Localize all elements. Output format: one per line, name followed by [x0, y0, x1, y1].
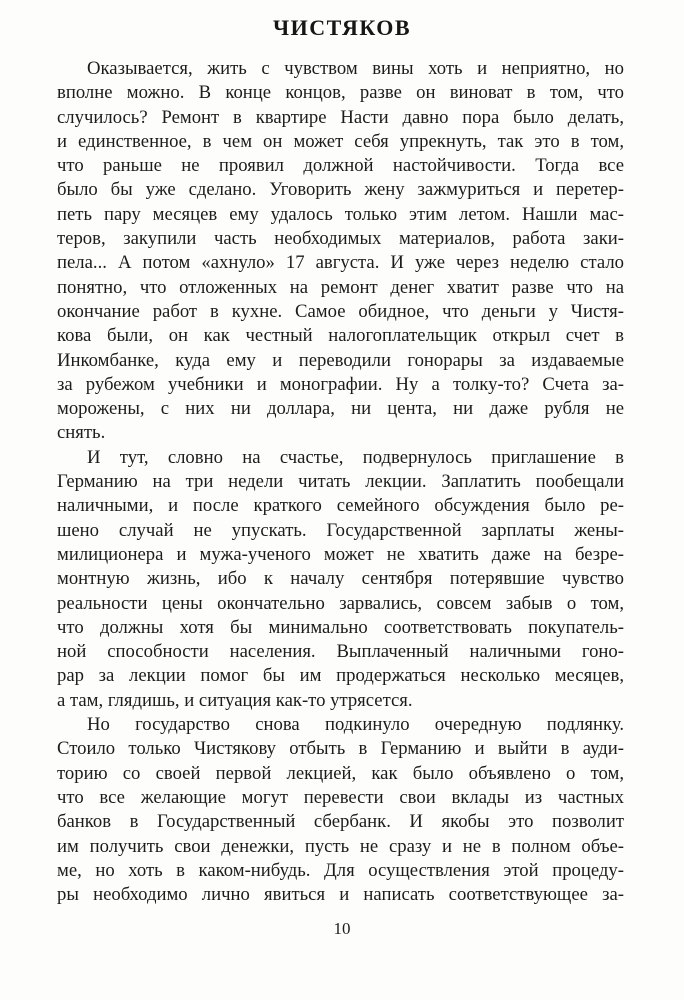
text-line: понятно, что отложенных на ремонт денег хватит разве что на: [57, 276, 624, 298]
text-line: что все желающие могут перевести свои вклады из частных: [57, 786, 624, 808]
text-line: а там, глядишь, и ситуация как-то утрясется.: [57, 689, 413, 711]
text-line: им получить свои денежки, пусть не сразу и не в полном объе-: [57, 835, 624, 857]
text-line: морожены, с них ни доллара, ни цента, ни даже рубля не: [57, 398, 624, 420]
text-line: И тут, словно на счастье, подвернулось приглашение в: [87, 446, 624, 468]
text-line: теров, закупили часть необходимых материалов, работа заки-: [57, 228, 624, 250]
text-line: снять.: [57, 422, 106, 444]
text-line: Инкомбанке, куда ему и переводили гонорары за издаваемые: [57, 349, 624, 371]
text-line: Стоило только Чистякову отбыть в Германию и выйти в ауди-: [57, 738, 624, 760]
text-line: Но государство снова подкинуло очередную подлянку.: [87, 714, 624, 736]
text-line: Германию на три недели читать лекции. Заплатить пообещали: [57, 471, 624, 493]
text-line: ме, но хоть в каком-нибудь. Для осуществления этой процеду-: [57, 859, 624, 881]
text-line: рар за лекции помог бы им продержаться несколько месяцев,: [57, 665, 624, 687]
chapter-title: ЧИСТЯКОВ: [272, 15, 412, 40]
text-line: кова были, он как честный налогоплательщик открыл счет в: [57, 325, 624, 347]
text-line: ной способности населения. Выплаченный наличными гоно-: [57, 641, 624, 663]
text-line: торию со своей первой лекцией, как было объявлено о том,: [57, 762, 624, 784]
text-line: вполне можно. В конце концов, разве он виноват в том, что: [57, 82, 624, 104]
paragraph: [57, 446, 624, 713]
text-line: пела... А потом «ахнуло» 17 августа. И уже через неделю стало: [57, 252, 624, 274]
text-line: что раньше не проявил должной настойчивости. Тогда все: [57, 155, 624, 177]
text-line: что должны хотя бы минимально соответствовать покупатель-: [57, 616, 624, 638]
text-line: милиционера и мужа-ученого может не хватить даже на безре-: [57, 543, 624, 565]
text-line: ры необходимо лично явиться и написать соответствующее за-: [57, 884, 624, 906]
text-line: случилось? Ремонт в квартире Насти давно пора было делать,: [57, 106, 624, 128]
text-line: было бы уже сделано. Уговорить жену зажмуриться и перетер-: [57, 179, 624, 201]
paragraph: [57, 57, 624, 446]
text-line: реальности цены окончательно зарвались, совсем забыв о том,: [57, 592, 624, 614]
text-line: окончание работ в кухне. Самое обидное, что деньги у Чистя-: [57, 300, 624, 322]
text-line: банков в Государственный сбербанк. И якобы это позволит: [57, 811, 624, 833]
text-block: [57, 57, 624, 907]
text-line: наличными, и после краткого семейного обсуждения было ре-: [57, 495, 624, 517]
text-line: шено случай не упускать. Государственной зарплаты жены-: [57, 519, 624, 541]
page-number: 10: [333, 919, 351, 938]
text-line: Оказывается, жить с чувством вины хоть и неприятно, но: [87, 58, 624, 79]
paragraph: [57, 713, 624, 907]
text-line: монтную жизнь, ибо к началу сентября потерявшие чувство: [57, 568, 624, 590]
text-line: и единственное, в чем он может себя упрекнуть, так это в том,: [57, 130, 624, 152]
text-line: петь пару месяцев ему удалось только этим летом. Нашли мас-: [57, 203, 624, 225]
text-line: за рубежом учебники и монографии. Ну а толку-то? Счета за-: [57, 373, 624, 395]
